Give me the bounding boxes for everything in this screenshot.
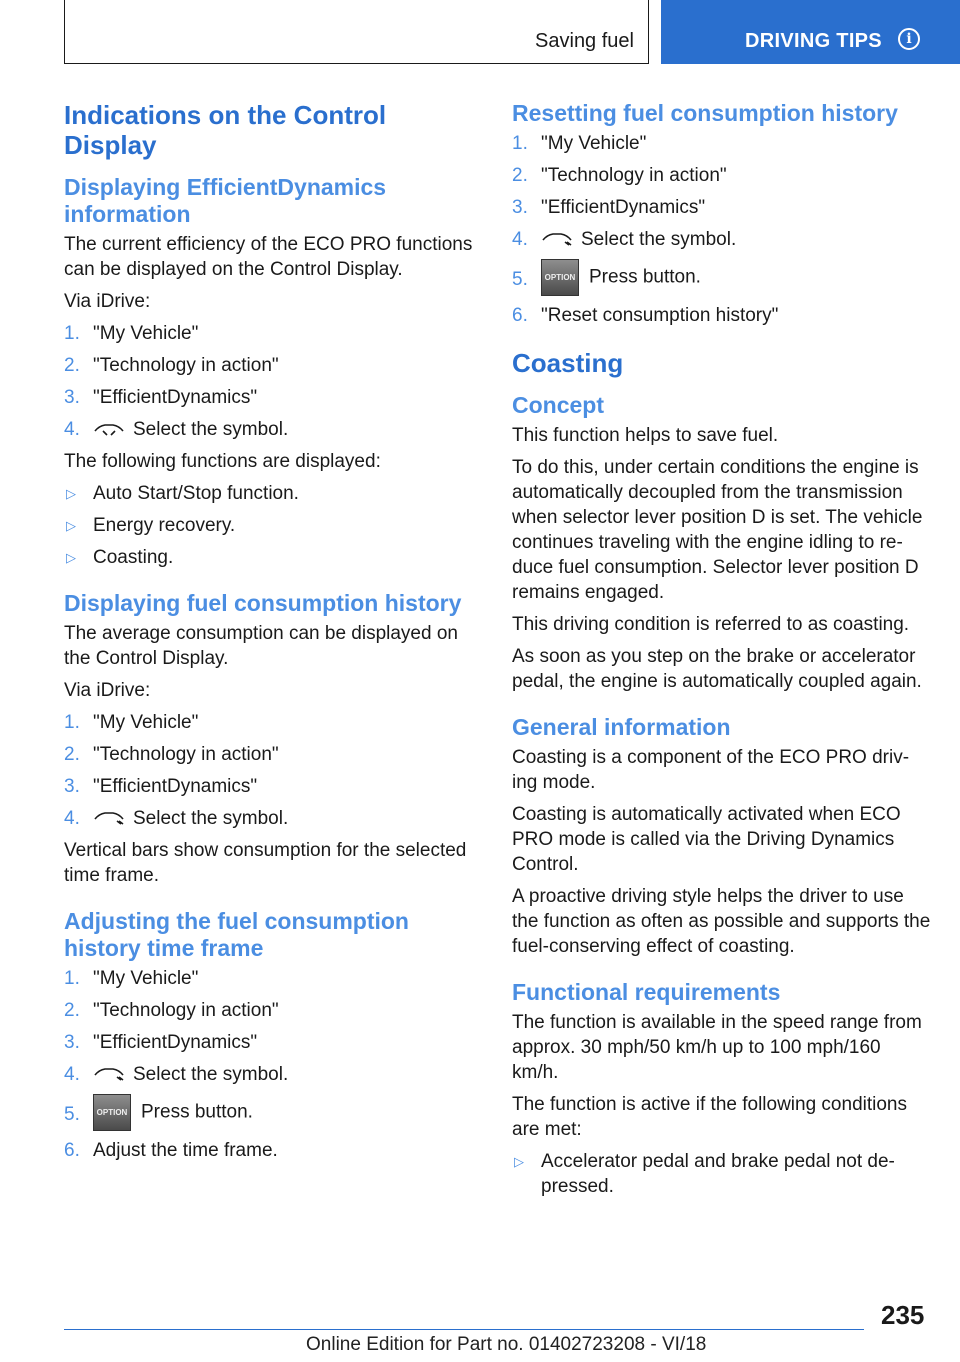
paragraph: Coasting is automatically activated when ECO PRO mode is called via the Driving Dynamics Control. [512,804,901,875]
info-icon[interactable]: i [898,28,920,50]
header-section-title: Saving fuel [535,30,634,52]
triangle-bullet-icon: ▷ [66,518,76,533]
list-item: 1. "My Vehicle" [64,968,199,989]
footer-edition: Online Edition for Part no. 01402723208 - VI/18 [306,1334,707,1355]
page-number: 235 [881,1300,925,1330]
paragraph: The function is active if the following conditions are met: [512,1094,907,1140]
list-item: 1. "My Vehicle" [64,323,199,344]
paragraph: Vertical bars show consumption for the selected time frame. [64,840,467,886]
paragraph: This function helps to save fuel. [512,425,779,446]
paragraph: The current efficiency of the ECO PRO functions can be displayed on the Control Display. [64,234,473,280]
list-item: 5. OPTION Press button. [64,1094,484,1131]
paragraph: The average consumption can be displayed on the Control Display. [64,623,458,669]
heading-efficientdynamics-info: Displaying EfficientDynamics information [64,174,387,227]
list-item: 2. "Technology in action" [64,744,279,765]
paragraph: The following functions are displayed: [64,451,381,472]
triangle-bullet-icon: ▷ [66,550,76,565]
paragraph: This driving condition is referred to as coasting. [512,614,910,635]
heading-general-information: General information [512,714,731,740]
list-item: 3. "EfficientDynamics" [512,197,706,218]
footer-rule [64,1329,864,1330]
left-column [64,100,484,1170]
list-item: 1. "My Vehicle" [512,133,647,154]
list-item: 2. "Technology in action" [64,355,279,376]
header-chapter-tab[interactable] [661,0,960,64]
bullet-item: ▷ Auto Start/Stop function. [66,483,299,504]
list-item: 6. Adjust the time frame. [64,1140,278,1161]
list-item: 3. "EfficientDynamics" [64,387,258,408]
car-symbol-icon [93,1067,125,1081]
paragraph: To do this, under certain conditions the engine is automatically decoupled from the transmission when selector lever position D is set. The vehicle continues traveling with the engine idling to re-duce fuel consumption. Selector lever position D remains engaged. [512,457,923,603]
list-item: 5. OPTION Press button. [512,259,932,296]
list-item: 3. "EfficientDynamics" [64,1032,258,1053]
list-item: 1. "My Vehicle" [64,712,199,733]
car-symbol-icon [93,811,125,825]
option-button-icon: OPTION [93,1094,131,1131]
triangle-bullet-icon: ▷ [514,1154,524,1169]
list-item: 4. Select the symbol. [512,229,737,250]
list-item: 4. Select the symbol. [64,419,289,440]
heading-fuel-history: Displaying fuel consumption history [64,590,462,616]
paragraph: Coasting is a component of the ECO PRO driv-ing mode. [512,747,910,793]
bullet-item: ▷ Energy recovery. [66,515,236,536]
list-item: 4. Select the symbol. [64,1064,289,1085]
car-symbol-icon [541,232,573,246]
paragraph: As soon as you step on the brake or accelerator pedal, the engine is automatically coupled again. [512,646,922,692]
heading-reset-history: Resetting fuel consumption history [512,100,898,126]
bullet-item: ▷ Coasting. [66,547,174,568]
header-section-box [64,0,649,64]
paragraph: The function is available in the speed range from approx. 30 mph/50 km/h up to 100 mph/160 km/h. [512,1012,922,1083]
paragraph: Via iDrive: [64,291,151,312]
bullet-item: ▷ Accelerator pedal and brake pedal not de-pressed. [514,1151,895,1197]
list-item: 2. "Technology in action" [64,1000,279,1021]
heading-concept: Concept [512,392,604,418]
paragraph: Via iDrive: [64,680,151,701]
list-item: 6. "Reset consumption history" [512,305,779,326]
heading-functional-requirements: Functional requirements [512,979,781,1005]
triangle-bullet-icon: ▷ [66,486,76,501]
list-item: 2. "Technology in action" [512,165,727,186]
option-button-icon: OPTION [541,259,579,296]
car-symbol-icon [93,422,125,436]
right-column [512,100,932,1206]
list-item: 4. Select the symbol. [64,808,289,829]
list-item: 3. "EfficientDynamics" [64,776,258,797]
heading-adjust-time-frame: Adjusting the fuel consumption history time frame [64,908,409,961]
paragraph: A proactive driving style helps the driver to use the function as often as possible and supports the fuel-conserving effect of coasting. [512,886,931,957]
header-chapter-title: DRIVING TIPS [745,30,882,52]
heading-indications: Indications on the Control Display [64,100,387,160]
heading-coasting: Coasting [512,348,624,378]
